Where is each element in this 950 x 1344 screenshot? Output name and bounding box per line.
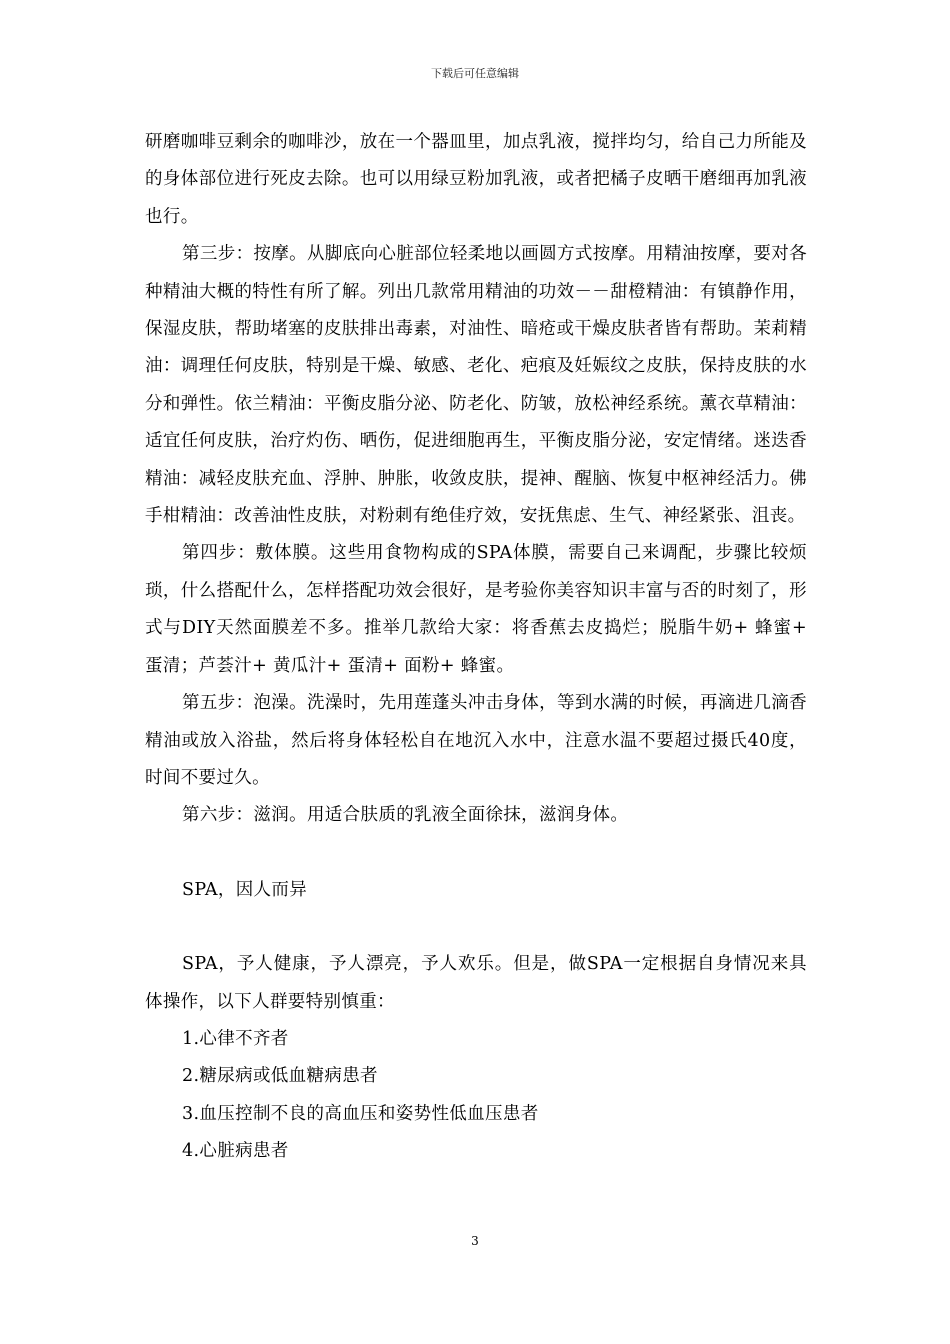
page-number: 3 — [471, 1234, 479, 1248]
spacer — [145, 835, 807, 872]
paragraph-exfoliation: 研磨咖啡豆剩余的咖啡沙，放在一个器皿里，加点乳液，搅拌均匀，给自己力所能及的身体部位进行死皮去除。也可以用绿豆粉加乳液，或者把橘子皮晒干磨细再加乳液也行。 — [145, 132, 807, 227]
paragraph-step-six-moisturize: 第六步：滋润。用适合肤质的乳液全面徐抹，滋润身体。 — [182, 805, 629, 826]
paragraph-spa-caution: SPA，予人健康，予人漂亮，予人欢乐。但是，做SPA一定根据自身情况来具体操作，以下人群要特别慎重： — [145, 954, 807, 1012]
section-heading: SPA，因人而异 — [182, 879, 308, 900]
list-item: 3.血压控制不良的高血压和姿势性低血压患者 — [182, 1103, 539, 1124]
document-body — [145, 124, 807, 1171]
list-item: 1.心律不齐者 — [182, 1028, 289, 1049]
paragraph-step-five-bath: 第五步：泡澡。洗澡时，先用莲蓬头冲击身体，等到水满的时候，再滴进几滴香精油或放入浴盐，然后将身体轻松自在地沉入水中，注意水温不要超过摄氏40度，时间不要过久。 — [145, 693, 807, 788]
paragraph-step-four-body-mask: 第四步：敷体膜。这些用食物构成的SPA体膜，需要自己来调配，步骤比较烦琐，什么搭配什么，怎样搭配功效会很好，是考验你美容知识丰富与否的时刻了，形式与DIY天然面膜差不多。推举几款给大家：将香蕉去皮捣烂；脱脂牛奶+ 蜂蜜+ 蛋清；芦荟汁+ 黄瓜汁+ 蛋清+ 面粉+ 蜂蜜。 — [145, 543, 807, 676]
list-item: 4.心脏病患者 — [182, 1141, 289, 1162]
list-item: 2.糖尿病或低血糖病患者 — [182, 1066, 378, 1087]
paragraph-step-three-massage: 第三步：按摩。从脚底向心脏部位轻柔地以画圆方式按摩。用精油按摩，要对各种精油大概的特性有所了解。列出几款常用精油的功效－－甜橙精油：有镇静作用，保湿皮肤，帮助堵塞的皮肤排出毒素，对油性、暗疮或干燥皮肤者皆有帮助。茉莉精油：调理任何皮肤，特别是干燥、敏感、老化、疤痕及妊娠纹之皮肤，保持皮肤的水分和弹性。依兰精油：平衡皮脂分泌、防老化、防皱，放松神经系统。薰衣草精油：适宜任何皮肤，治疗灼伤、晒伤，促进细胞再生，平衡皮脂分泌，安定情绪。迷迭香精油：减轻皮肤充血、浮肿、肿胀，收敛皮肤，提神、醒脑、恢复中枢神经活力。佛手柑精油：改善油性皮肤，对粉刺有绝佳疗效，安抚焦虑、生气、神经紧张、沮丧。 — [145, 244, 807, 527]
header-note: 下载后可任意编辑 — [431, 67, 519, 80]
spacer — [145, 909, 807, 946]
